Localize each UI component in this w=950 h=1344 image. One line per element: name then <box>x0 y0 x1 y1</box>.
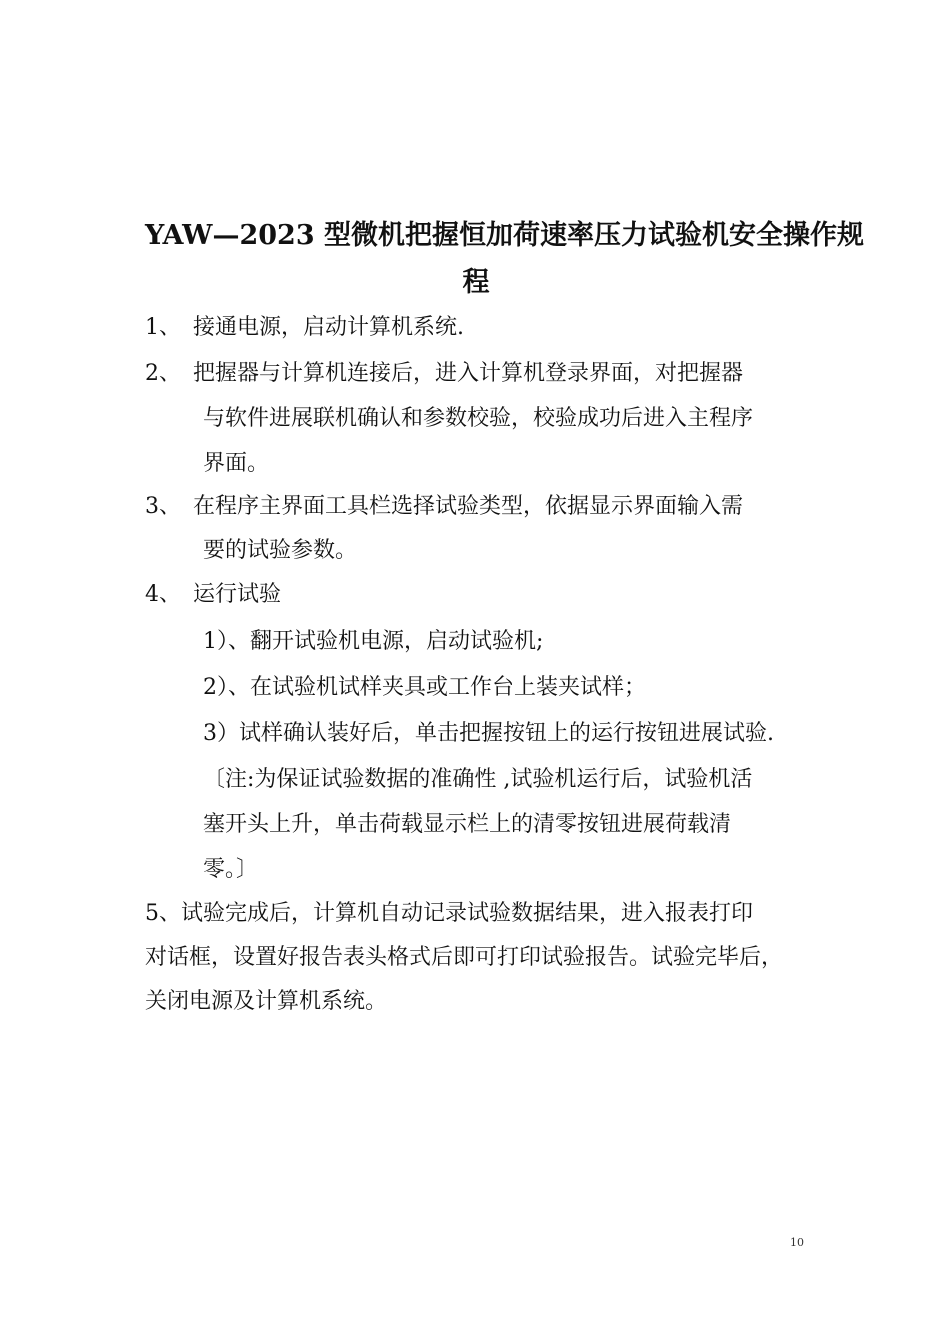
document-title <box>145 212 865 306</box>
item-4-note-line-3: 零。〕 <box>203 857 259 882</box>
item-4-subitem-2: 2）、在试验机试样夹具或工作台上装夹试样； <box>203 675 646 700</box>
item-4-subitem-1: 1）、翻开试验机电源，启动试验机; <box>203 629 544 654</box>
item-3-line-2: 要的试验参数。 <box>203 538 358 563</box>
page-number: 10 <box>790 1236 804 1249</box>
item-5-line-3: 关闭电源及计算机系统。 <box>145 989 388 1014</box>
title-line-2: 程 <box>462 267 490 298</box>
item-1-number: 1、 <box>145 315 181 340</box>
item-2-line-1: 把握器与计算机连接后，进入计算机登录界面，对把握器 <box>193 361 744 386</box>
item-4-number: 4、 <box>145 582 181 607</box>
item-4-note-line-1: 〔注:为保证试验数据的准确性 ,试验机运行后，试验机活 <box>203 767 753 792</box>
item-4-note-line-2: 塞开头上升，单击荷载显示栏上的清零按钮进展荷载清 <box>203 812 732 837</box>
item-2-number: 2、 <box>145 361 181 386</box>
item-5-line-2: 对话框，设置好报告表头格式后即可打印试验报告。试验完毕后， <box>145 945 784 970</box>
title-line-1: YAW—2023 型微机把握恒加荷速率压力试验机安全操作规 <box>145 220 865 251</box>
item-2-line-3: 界面。 <box>203 451 270 476</box>
item-5-line-1: 5、试验完成后，计算机自动记录试验数据结果，进入报表打印 <box>145 901 753 926</box>
item-2-line-2: 与软件进展联机确认和参数校验，校验成功后进入主程序 <box>203 406 754 431</box>
item-4-subitem-3: 3）试样确认装好后，单击把握按钮上的运行按钮进展试验. <box>203 721 774 746</box>
item-3-line-1: 在程序主界面工具栏选择试验类型，依据显示界面输入需 <box>193 494 744 519</box>
item-4-line-1: 运行试验 <box>193 582 282 607</box>
item-3-number: 3、 <box>145 494 181 519</box>
item-1-line-1: 接通电源，启动计算机系统. <box>193 315 464 340</box>
